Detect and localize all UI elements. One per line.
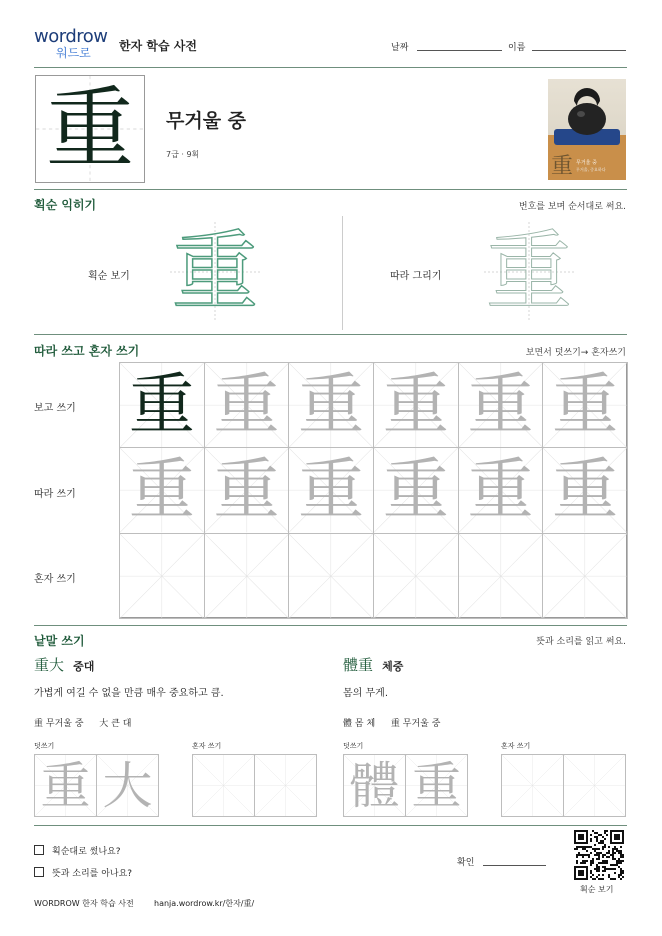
- stroke-order-char: 重: [172, 222, 258, 322]
- word-1-trace-label: 덧쓰기: [34, 742, 55, 750]
- practice-char: 重: [467, 366, 534, 444]
- footer-brand: WORDROW 한자 학습 사전: [34, 899, 134, 908]
- word-2-alone-label: 혼자 쓰기: [501, 742, 531, 750]
- stroke-section-note: 번호를 보며 순서대로 써요.: [518, 202, 626, 212]
- word-2-trace-cell-1[interactable]: [343, 754, 406, 817]
- word-2-alone-cell-2[interactable]: [563, 754, 626, 817]
- checklist-item-2[interactable]: [34, 866, 132, 879]
- word-1-note-1-text: 무거울 중: [45, 719, 84, 729]
- word-2-heading: [343, 654, 403, 675]
- practice-cell-r1-c2[interactable]: [204, 362, 290, 448]
- word-2-hanja: 體重: [343, 656, 374, 674]
- practice-cell-r1-c6[interactable]: [542, 362, 628, 448]
- header-title: 한자 학습 사전: [119, 39, 197, 53]
- section-rule-1: [34, 189, 627, 190]
- word-1-trace-cell-2[interactable]: [96, 754, 159, 817]
- stroke-divider: [342, 216, 343, 330]
- word-trace-char: 體: [349, 756, 400, 815]
- confirm-field[interactable]: [483, 865, 546, 866]
- section-rule-2: [34, 334, 627, 335]
- footer-url[interactable]: hanja.wordrow.kr/한자/重/: [154, 899, 255, 908]
- practice-section-note: 보면서 덧쓰기→ 혼자쓰기: [525, 348, 626, 358]
- word-1-heading: [34, 654, 94, 675]
- logo-korean: 워드로: [56, 46, 91, 60]
- word-2-note-1-text: 몸 체: [354, 719, 376, 729]
- practice-cell-r1-c4[interactable]: [373, 362, 459, 448]
- practice-cell-r2-c3[interactable]: [288, 447, 374, 533]
- practice-cell-r3-c2[interactable]: [204, 533, 290, 619]
- word-1-note-2-text: 큰 대: [111, 719, 132, 729]
- word-2-note-2-char: 重: [390, 719, 400, 729]
- word-2-definition: 몸의 무게.: [343, 688, 388, 699]
- practice-cell-r2-c2[interactable]: [204, 447, 290, 533]
- word-trace-char: 重: [411, 756, 462, 815]
- practice-cell-r1-c1[interactable]: [119, 362, 205, 448]
- practice-cell-r2-c6[interactable]: [542, 447, 628, 533]
- stroke-trace-label: 따라 그리기: [390, 271, 442, 282]
- checklist-item-1[interactable]: [34, 844, 121, 857]
- stroke-section-title: 획순 익히기: [34, 198, 97, 212]
- word-1-definition: 가볍게 여길 수 없을 만큼 매우 중요하고 큼.: [34, 688, 224, 699]
- main-hanja-char: 重: [45, 77, 134, 180]
- word-1-char-notes: [34, 716, 131, 729]
- checklist-text-1: 획순대로 썼나요?: [52, 847, 121, 857]
- image-caption-sub: 무거울, 중요하다: [576, 167, 606, 172]
- row-label-trace: 따라 쓰기: [34, 489, 76, 500]
- word-2-note-1-char: 體: [343, 719, 353, 729]
- word-1-note-2-char: 大: [99, 719, 109, 729]
- stroke-trace-area[interactable]: [484, 222, 574, 322]
- practice-char: 重: [382, 451, 449, 529]
- practice-char: 重: [128, 451, 195, 529]
- word-2-alone-cell-1[interactable]: [501, 754, 564, 817]
- practice-char: 重: [552, 366, 619, 444]
- qr-code-icon: [574, 830, 624, 880]
- qr-label: 획순 보기: [580, 885, 614, 894]
- word-1-alone-cell-2[interactable]: [254, 754, 317, 817]
- word-2-char-notes: [343, 716, 440, 729]
- checkbox-2[interactable]: [34, 867, 44, 877]
- practice-char: 重: [213, 451, 280, 529]
- stroke-view-label: 획순 보기: [88, 271, 130, 282]
- practice-cell-r1-c5[interactable]: [458, 362, 544, 448]
- practice-cell-r2-c5[interactable]: [458, 447, 544, 533]
- checklist-text-2: 뜻과 소리를 아나요?: [52, 869, 133, 879]
- checkbox-1[interactable]: [34, 845, 44, 855]
- hanja-meaning-sound: 무거울 중: [166, 110, 247, 132]
- word-1-trace-cell-1[interactable]: [34, 754, 97, 817]
- word-1-alone-label: 혼자 쓰기: [192, 742, 222, 750]
- section-rule-3: [34, 625, 627, 626]
- practice-char: 重: [298, 366, 365, 444]
- word-1-reading: 중대: [73, 660, 95, 673]
- stroke-trace-char: 重: [486, 222, 572, 322]
- name-label: 이름: [508, 43, 526, 53]
- stroke-order-view: [170, 222, 260, 322]
- row-label-alone: 혼자 쓰기: [34, 574, 76, 585]
- name-field[interactable]: [532, 50, 626, 51]
- logo: [34, 28, 112, 68]
- word-1-hanja: 重大: [34, 656, 65, 674]
- section-rule-4: [34, 825, 627, 826]
- main-hanja-box: [35, 75, 145, 183]
- practice-char: 重: [382, 366, 449, 444]
- word-trace-char: 重: [40, 756, 91, 815]
- word-trace-char: 大: [102, 756, 153, 815]
- words-section-note: 뜻과 소리를 읽고 써요.: [536, 637, 626, 647]
- word-1-alone-cell-1[interactable]: [192, 754, 255, 817]
- kettlebell-illustration: [548, 79, 626, 180]
- practice-char: 重: [128, 366, 195, 444]
- practice-cell-r2-c1[interactable]: [119, 447, 205, 533]
- word-1-note-1-char: 重: [34, 719, 44, 729]
- date-label: 날짜: [391, 43, 409, 53]
- hanja-info: 7급 · 9획: [166, 150, 200, 159]
- practice-cell-r2-c4[interactable]: [373, 447, 459, 533]
- words-section-title: 낱말 쓰기: [34, 634, 85, 648]
- word-2-trace-cell-2[interactable]: [405, 754, 468, 817]
- practice-char: 重: [467, 451, 534, 529]
- date-field[interactable]: [417, 50, 502, 51]
- practice-cell-r3-c3[interactable]: [288, 533, 374, 619]
- word-2-trace-label: 덧쓰기: [343, 742, 364, 750]
- image-caption-char: 重: [551, 154, 574, 179]
- practice-char: 重: [213, 366, 280, 444]
- image-caption-title: 무거울 중: [576, 160, 597, 166]
- practice-char: 重: [298, 451, 365, 529]
- practice-cell-r3-c5[interactable]: [458, 533, 544, 619]
- word-2-reading: 체중: [382, 660, 404, 673]
- qr-code[interactable]: [574, 830, 624, 880]
- practice-char: 重: [552, 451, 619, 529]
- confirm-label: 확인: [457, 858, 475, 868]
- practice-cell-r3-c4[interactable]: [373, 533, 459, 619]
- header-rule: [34, 67, 627, 68]
- practice-cell-r3-c1[interactable]: [119, 533, 205, 619]
- word-2-note-2-text: 무거울 중: [402, 719, 441, 729]
- practice-cell-r3-c6[interactable]: [542, 533, 628, 619]
- practice-section-title: 따라 쓰고 혼자 쓰기: [34, 344, 140, 358]
- row-label-see: 보고 쓰기: [34, 403, 76, 414]
- practice-cell-r1-c3[interactable]: [288, 362, 374, 448]
- logo-text: wordrow: [34, 26, 108, 47]
